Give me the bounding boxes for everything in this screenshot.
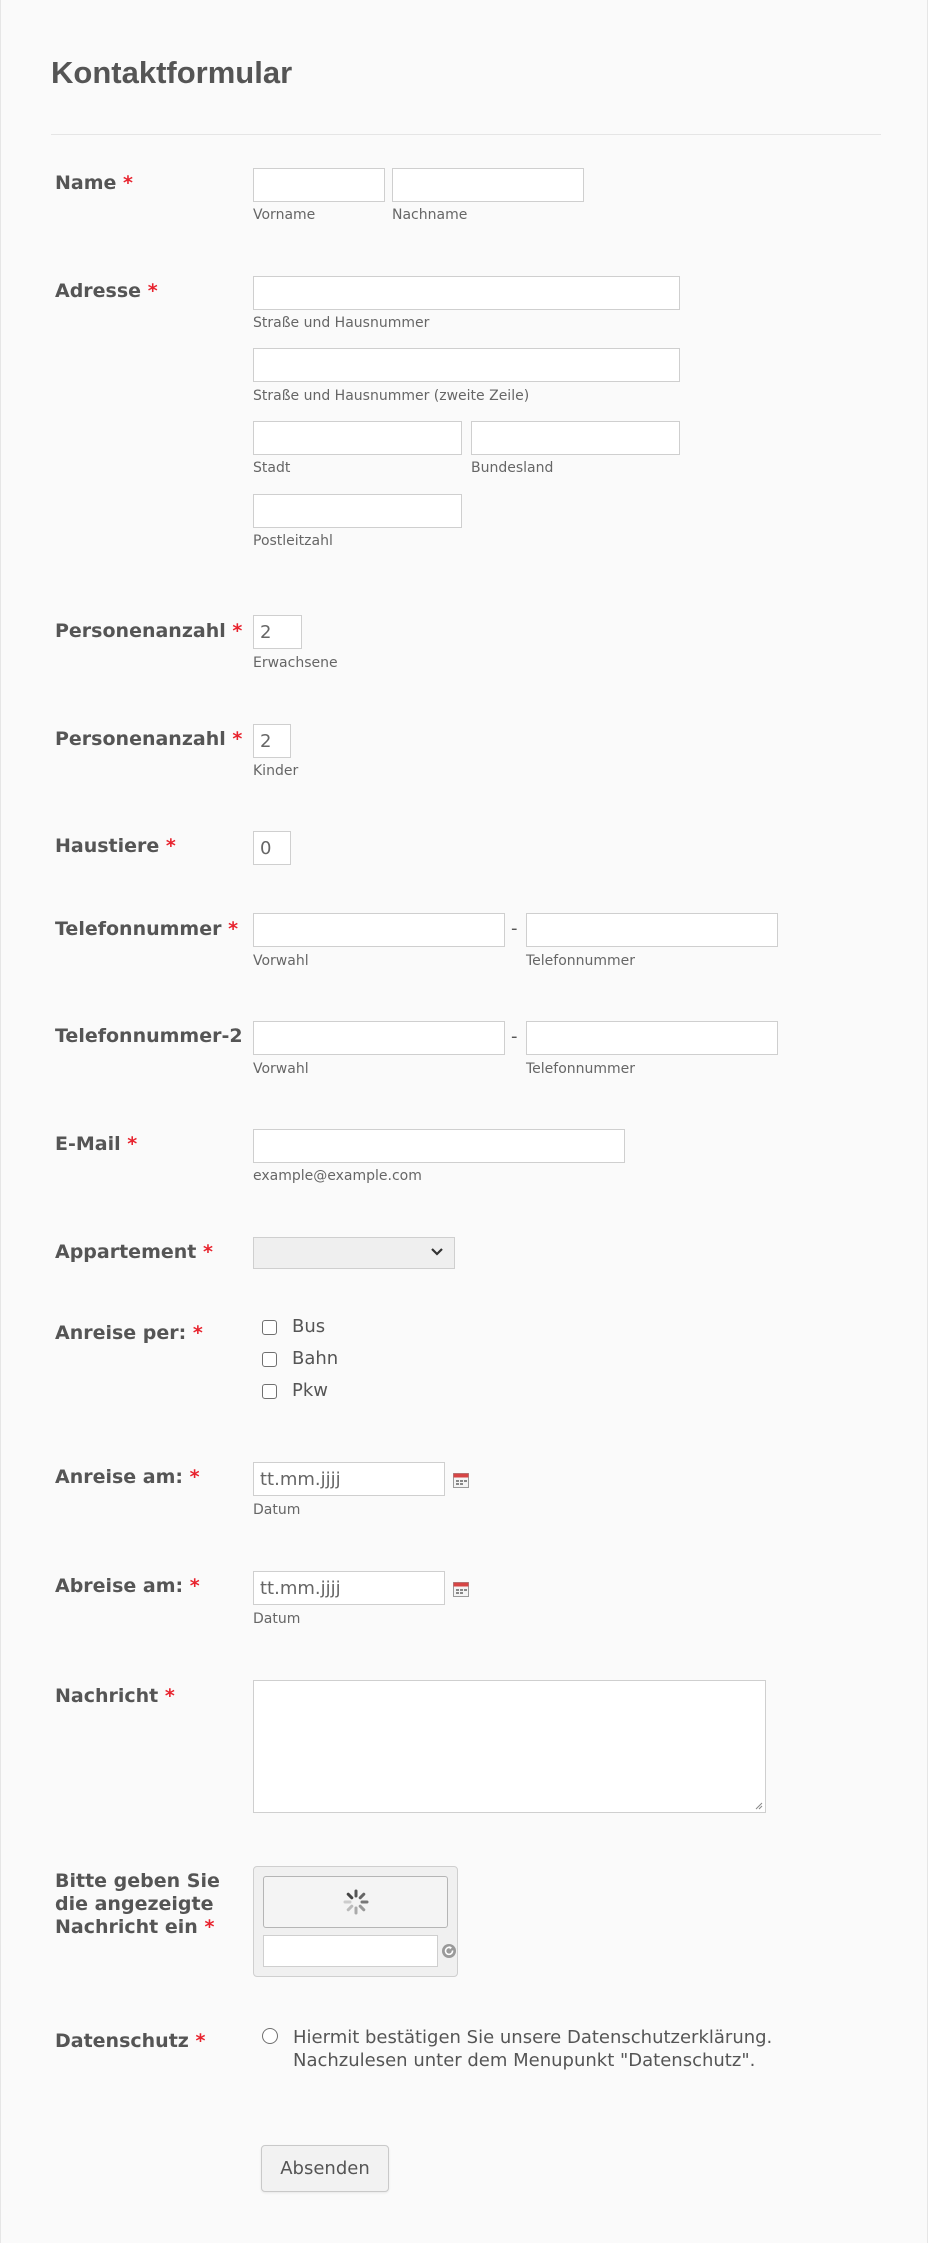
departure-date-input[interactable]: tt.mm.jjjj — [253, 1571, 445, 1605]
required-marker: * — [228, 918, 239, 940]
last-name-sublabel: Nachname — [392, 207, 468, 223]
travel-car-checkbox[interactable] — [262, 1384, 277, 1399]
phone2-dash: - — [511, 1026, 518, 1047]
state-sublabel: Bundesland — [471, 460, 554, 476]
privacy-label-text: Datenschutz — [55, 2030, 189, 2052]
street-input[interactable] — [253, 276, 680, 310]
adults-input[interactable]: 2 — [253, 615, 302, 649]
required-marker: * — [127, 1133, 138, 1155]
street-sublabel: Straße und Hausnummer — [253, 315, 430, 331]
chevron-down-icon — [430, 1245, 444, 1259]
phone-area-sublabel: Vorwahl — [253, 953, 309, 969]
city-sublabel: Stadt — [253, 460, 291, 476]
state-input[interactable] — [471, 421, 680, 455]
city-input[interactable] — [253, 421, 462, 455]
phone-number-sublabel: Telefonnummer — [526, 953, 636, 969]
adults-sublabel: Erwachsene — [253, 655, 338, 671]
children-sublabel: Kinder — [253, 763, 299, 779]
phone-area-input[interactable] — [253, 913, 505, 947]
privacy-consent-radio[interactable] — [262, 2028, 278, 2044]
submit-button[interactable]: Absenden — [261, 2145, 389, 2192]
travel-by-label — [55, 1322, 255, 1345]
travel-car-label: Pkw — [292, 1380, 328, 1401]
phone2-area-input[interactable] — [253, 1021, 505, 1055]
privacy-consent-line: Hiermit bestätigen Sie unsere Datenschutzerklärung. — [293, 2027, 773, 2048]
message-textarea[interactable] — [253, 1680, 766, 1813]
required-marker: * — [189, 1575, 200, 1597]
pets-label-text: Haustiere — [55, 835, 160, 857]
zip-sublabel: Postleitzahl — [253, 533, 333, 549]
captcha-image — [263, 1876, 448, 1928]
privacy-consent-text — [293, 2026, 853, 2072]
travel-bus-label: Bus — [292, 1316, 326, 1337]
form-title: Kontaktformular — [51, 55, 293, 90]
required-marker: * — [195, 2030, 206, 2052]
calendar-icon[interactable] — [453, 1581, 469, 1597]
required-marker: * — [165, 835, 176, 857]
email-label-text: E-Mail — [55, 1133, 121, 1155]
departure-label — [55, 1575, 255, 1598]
first-name-input[interactable] — [253, 168, 385, 202]
required-marker: * — [123, 172, 133, 194]
phone2-number-sublabel: Telefonnummer — [526, 1061, 636, 1077]
name-label-text: Name — [55, 172, 117, 194]
street2-sublabel: Straße und Hausnummer (zweite Zeile) — [253, 388, 530, 404]
name-label — [55, 172, 255, 195]
travel-train-label: Bahn — [292, 1348, 339, 1369]
required-marker: * — [189, 1466, 200, 1488]
phone2-number-input[interactable] — [526, 1021, 778, 1055]
pets-label — [55, 835, 255, 858]
email-label — [55, 1133, 255, 1156]
privacy-consent-line: Nachzulesen unter dem Menupunkt "Datenschutz". — [293, 2050, 756, 2071]
apartment-select[interactable] — [253, 1237, 455, 1269]
departure-sublabel: Datum — [253, 1611, 301, 1627]
required-marker: * — [232, 728, 243, 750]
required-marker: * — [164, 1685, 175, 1707]
apartment-label-text: Appartement — [55, 1241, 197, 1263]
message-label-text: Nachricht — [55, 1685, 159, 1707]
privacy-label — [55, 2030, 255, 2053]
loading-spinner-icon — [343, 1889, 369, 1915]
travel-bus-checkbox[interactable] — [262, 1320, 277, 1335]
street2-input[interactable] — [253, 348, 680, 382]
phone-number-input[interactable] — [526, 913, 778, 947]
children-input[interactable]: 2 — [253, 724, 291, 758]
resize-handle-icon[interactable] — [753, 1800, 763, 1810]
zip-input[interactable] — [253, 494, 462, 528]
apartment-label — [55, 1241, 255, 1264]
travel-by-label-text: Anreise per: — [55, 1322, 187, 1344]
required-marker: * — [147, 280, 158, 302]
captcha-widget — [253, 1866, 458, 1977]
adults-label-text: Personenanzahl — [55, 620, 226, 642]
required-marker: * — [232, 620, 243, 642]
adults-label — [55, 620, 255, 643]
calendar-icon[interactable] — [453, 1472, 469, 1488]
address-label — [55, 280, 255, 303]
first-name-sublabel: Vorname — [253, 207, 316, 223]
required-marker: * — [202, 1241, 213, 1263]
arrival-label — [55, 1466, 255, 1489]
required-marker: * — [192, 1322, 203, 1344]
required-marker: * — [204, 1916, 215, 1938]
captcha-input[interactable] — [263, 1935, 438, 1967]
captcha-label — [55, 1870, 225, 1939]
captcha-label-line: Bitte geben Sie — [55, 1870, 220, 1892]
arrival-sublabel: Datum — [253, 1502, 301, 1518]
address-label-text: Adresse — [55, 280, 142, 302]
arrival-date-input[interactable]: tt.mm.jjjj — [253, 1462, 445, 1496]
departure-label-text: Abreise am: — [55, 1575, 184, 1597]
captcha-label-line: Nachricht ein — [55, 1916, 198, 1938]
message-label — [55, 1685, 255, 1708]
children-label — [55, 728, 255, 751]
phone2-area-sublabel: Vorwahl — [253, 1061, 309, 1077]
children-label-text: Personenanzahl — [55, 728, 226, 750]
phone-label — [55, 918, 255, 941]
arrival-label-text: Anreise am: — [55, 1466, 184, 1488]
phone-dash: - — [511, 918, 518, 939]
pets-input[interactable]: 0 — [253, 831, 291, 865]
email-sublabel: example@example.com — [253, 1168, 422, 1184]
title-divider — [51, 134, 881, 135]
travel-train-checkbox[interactable] — [262, 1352, 277, 1367]
phone-label-text: Telefonnummer — [55, 918, 222, 940]
phone2-label: Telefonnummer-2 — [55, 1025, 243, 1047]
captcha-label-line: die angezeigte — [55, 1893, 214, 1915]
email-input[interactable] — [253, 1129, 625, 1163]
refresh-icon[interactable] — [441, 1943, 457, 1959]
last-name-input[interactable] — [392, 168, 584, 202]
